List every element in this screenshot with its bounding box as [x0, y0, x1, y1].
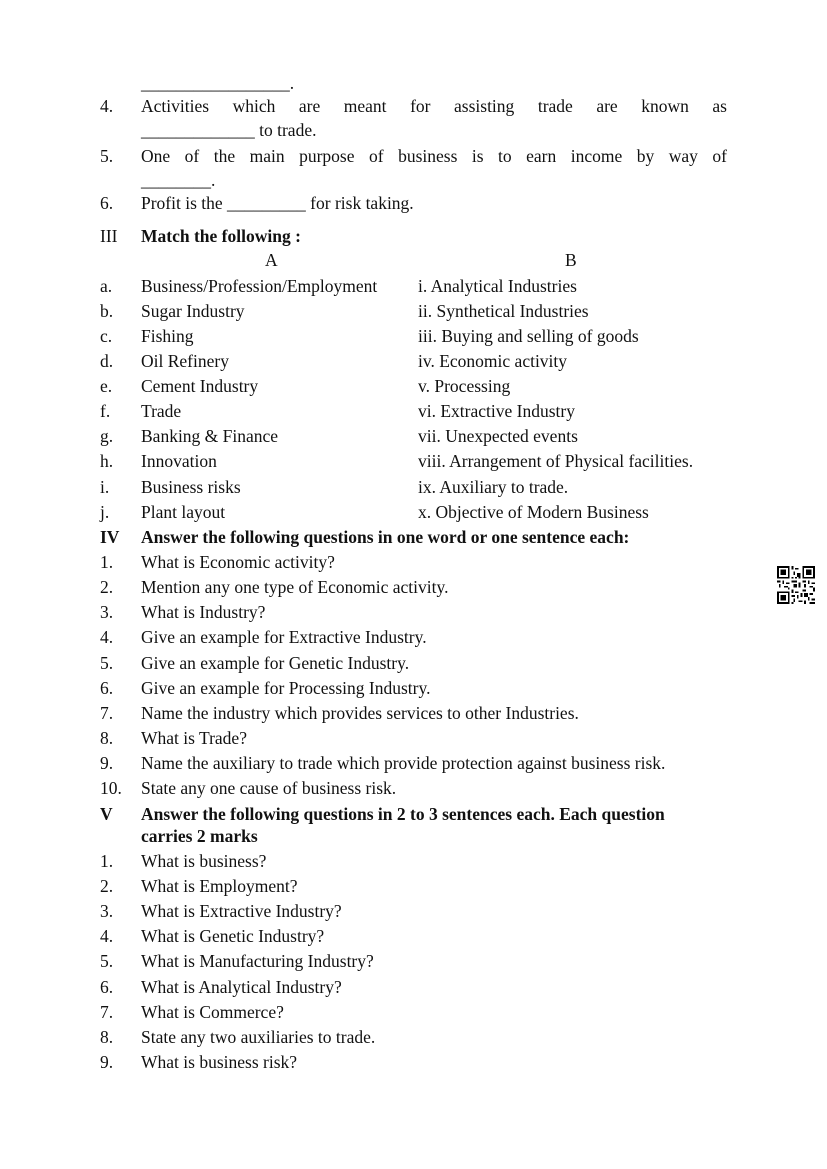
match-column-b-item: viii. Arrangement of Physical facilities.: [418, 451, 694, 471]
question-text-continued: _____________ to trade.: [141, 120, 317, 140]
question-text: One of the main purpose of business is to earn income by way of: [141, 146, 727, 166]
question-number: 4.: [100, 926, 114, 946]
match-row-letter: h.: [100, 451, 114, 471]
match-row-letter: e.: [100, 376, 113, 396]
question-text: Give an example for Processing Industry.: [141, 678, 431, 698]
question-number: 3.: [100, 602, 114, 622]
question-text: Mention any one type of Economic activity.: [141, 577, 449, 597]
section-title: Match the following :: [141, 226, 301, 246]
question-text: What is Commerce?: [141, 1002, 284, 1022]
question-number: 7.: [100, 703, 114, 723]
question-text: State any one cause of business risk.: [141, 778, 397, 798]
match-column-b-item: iii. Buying and selling of goods: [418, 326, 639, 346]
match-column-a-item: Fishing: [141, 326, 194, 346]
question-text: State any two auxiliaries to trade.: [141, 1027, 376, 1047]
match-column-a-item: Sugar Industry: [141, 301, 245, 321]
column-b-heading: B: [565, 250, 577, 270]
question-number: 6.: [100, 678, 114, 698]
question-text: What is Manufacturing Industry?: [141, 951, 374, 971]
match-column-b-item: iv. Economic activity: [418, 351, 568, 371]
question-text: What is Genetic Industry?: [141, 926, 325, 946]
section-title-continued: carries 2 marks: [141, 826, 258, 846]
match-column-a-item: Oil Refinery: [141, 351, 229, 371]
question-number: 3.: [100, 901, 114, 921]
question-text: Give an example for Extractive Industry.: [141, 627, 427, 647]
question-number: 8.: [100, 1027, 114, 1047]
question-number: 5.: [100, 653, 114, 673]
question-text: What is Industry?: [141, 602, 266, 622]
question-text: What is business?: [141, 851, 267, 871]
section-roman-numeral: III: [100, 226, 118, 246]
match-column-a-item: Plant layout: [141, 502, 226, 522]
question-text: Profit is the _________ for risk taking.: [141, 193, 414, 213]
question-number: 6.: [100, 977, 114, 997]
match-row-letter: i.: [100, 477, 110, 497]
match-column-b-item: x. Objective of Modern Business: [418, 502, 649, 522]
question-text: Name the industry which provides services to other Industries.: [141, 703, 579, 723]
match-column-b-item: ix. Auxiliary to trade.: [418, 477, 569, 497]
match-column-b-item: v. Processing: [418, 376, 511, 396]
question-text: What is Employment?: [141, 876, 298, 896]
question-number: 5.: [100, 146, 114, 166]
question-text: What is business risk?: [141, 1052, 298, 1072]
question-text: What is Trade?: [141, 728, 247, 748]
match-column-a-item: Business/Profession/Employment: [141, 276, 378, 296]
question-number: 2.: [100, 577, 114, 597]
question-text: What is Analytical Industry?: [141, 977, 342, 997]
question-number: 7.: [100, 1002, 114, 1022]
question-number: 5.: [100, 951, 114, 971]
match-row-letter: c.: [100, 326, 113, 346]
section-title: Answer the following questions in one word or one sentence each:: [141, 527, 630, 547]
question-number: 1.: [100, 851, 114, 871]
question-number: 10.: [100, 778, 122, 798]
question-number: 1.: [100, 552, 114, 572]
column-a-heading: A: [265, 250, 278, 270]
match-column-a-item: Business risks: [141, 477, 241, 497]
question-text: Activities which are meant for assisting trade are known as: [141, 96, 727, 116]
match-column-a-item: Trade: [141, 401, 182, 421]
match-row-letter: j.: [100, 502, 110, 522]
question-number: 4.: [100, 96, 114, 116]
match-row-letter: d.: [100, 351, 114, 371]
question-text: What is Extractive Industry?: [141, 901, 342, 921]
question-number: 9.: [100, 753, 114, 773]
question-number: 2.: [100, 876, 114, 896]
question-number: 8.: [100, 728, 114, 748]
question-number: 9.: [100, 1052, 114, 1072]
match-column-b-item: vi. Extractive Industry: [418, 401, 575, 421]
question-text-continued: ________.: [141, 170, 216, 190]
match-column-b-item: vii. Unexpected events: [418, 426, 578, 446]
question-number: 4.: [100, 627, 114, 647]
match-column-a-item: Banking & Finance: [141, 426, 279, 446]
qr-code-icon: [777, 566, 815, 604]
match-column-a-item: Innovation: [141, 451, 217, 471]
match-row-letter: f.: [100, 401, 111, 421]
match-column-b-item: ii. Synthetical Industries: [418, 301, 589, 321]
section-roman-numeral: V: [100, 804, 113, 824]
match-column-a-item: Cement Industry: [141, 376, 259, 396]
match-row-letter: b.: [100, 301, 114, 321]
question-number: 6.: [100, 193, 114, 213]
question-text: What is Economic activity?: [141, 552, 335, 572]
section-roman-numeral: IV: [100, 527, 120, 547]
top-blank: _________________.: [141, 73, 295, 93]
match-row-letter: g.: [100, 426, 114, 446]
question-text: Name the auxiliary to trade which provide protection against business risk.: [141, 753, 666, 773]
question-text: Give an example for Genetic Industry.: [141, 653, 410, 673]
section-title: Answer the following questions in 2 to 3 sentences each. Each question: [141, 804, 665, 824]
match-row-letter: a.: [100, 276, 113, 296]
match-column-b-item: i. Analytical Industries: [418, 276, 577, 296]
